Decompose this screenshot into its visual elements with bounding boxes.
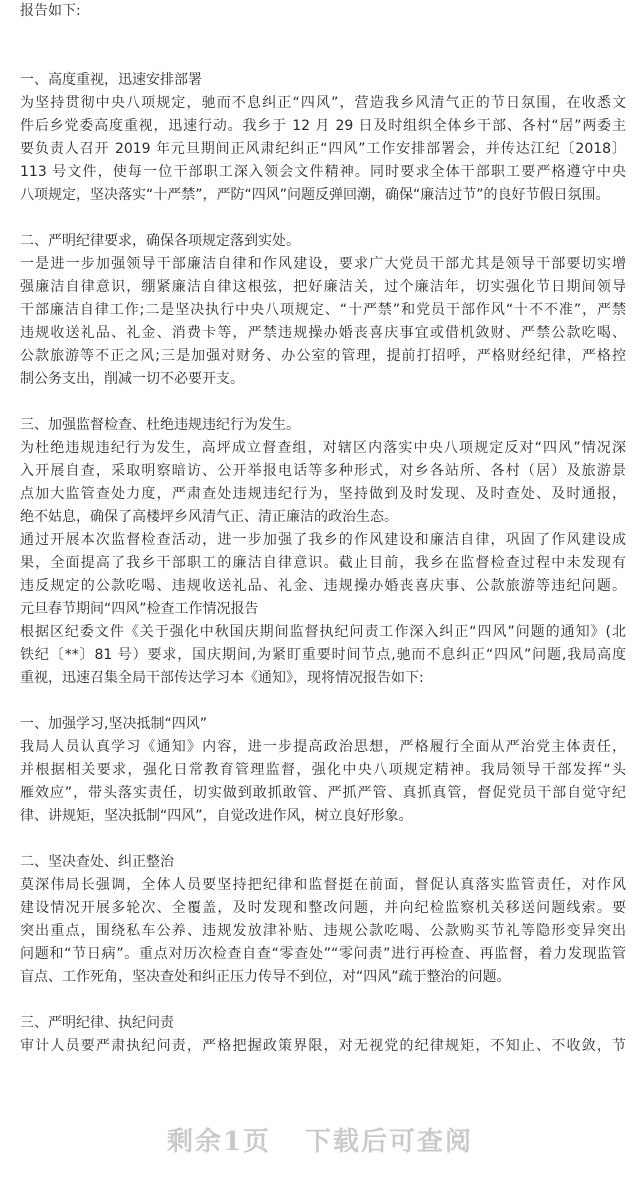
paragraph-line: 干部廉洁自律工作;二是坚决执行中央八项规定、“十严禁”和党员干部作风“十不不准”，严禁 bbox=[20, 302, 626, 318]
paragraph-line: 建设情况开展多轮次、全覆盖，及时发现和整改问题，并向纪检监察机关移送问题线索。要 bbox=[20, 900, 626, 916]
paragraph-line: 强廉洁自律意识，绷紧廉洁自律这根弦，把好廉洁关，过个廉洁年，切实强化节日期间领导 bbox=[20, 279, 626, 295]
paragraph-line: 为坚持贯彻中央八项规定，驰而不息纠正“四风”，营造我乡风清气正的节日氛围，在收悉文 bbox=[20, 95, 626, 111]
paragraph-line: 制公务支出，削减一切不必要开支。 bbox=[20, 371, 244, 387]
paragraph-line: 铁纪〔**〕81 号）要求，国庆期间,为紧盯重要时间节点,驰而不息纠正“四风”问题,我局高度 bbox=[20, 647, 626, 663]
spacer bbox=[20, 690, 626, 713]
paragraph-line: 问题和“节日病”。重点对历次检查自查“零查处”“零问责”进行再检查、再监督，着力发现监管 bbox=[20, 946, 626, 962]
spacer bbox=[20, 207, 626, 230]
paragraph-line: 通过开展本次监督检查活动，进一步加强了我乡的作风建设和廉洁自律，巩固了作风建设成 bbox=[20, 532, 626, 548]
spacer bbox=[20, 828, 626, 851]
paragraph-line: 突出重点，围绕私车公养、违规发放津补贴、违规公款吃喝、公款购买节礼等隐形变异突出 bbox=[20, 923, 626, 939]
paragraph-line: 重视，迅速召集全局干部传达学习本《通知》，现将情况报告如下: bbox=[20, 670, 424, 686]
paragraph-line: 违反规定的公款吃喝、违规收送礼品、礼金、违规操办婚丧喜庆事、公款旅游等违纪问题。 bbox=[20, 578, 626, 594]
section-heading: 二、坚决查处、纠正整治 bbox=[20, 854, 174, 870]
paragraph-line: 我局人员认真学习《通知》内容，进一步提高政治思想，严格履行全面从严治党主体责任， bbox=[20, 739, 626, 755]
remaining-pages-label: 剩余1页 bbox=[166, 1127, 272, 1157]
section-heading: 二、严明纪律要求，确保各项规定落到实处。 bbox=[20, 233, 300, 249]
paragraph-line: 一是进一步加强领导干部廉洁自律和作风建设，要求广大党员干部尤其是领导干部要切实增 bbox=[20, 256, 626, 272]
paragraph-line: 113 号文件，使每一位干部职工深入领会文件精神。同时要求全体干部职工要严格遵守中央 bbox=[20, 164, 626, 180]
download-to-view-label[interactable]: 下载后可查阅 bbox=[305, 1127, 474, 1157]
section-heading: 一、高度重视，迅速安排部署 bbox=[20, 72, 202, 88]
report-intro: 报告如下: bbox=[20, 3, 81, 19]
spacer bbox=[20, 23, 626, 69]
paragraph-line: 盲点、工作死角，坚决查处和纠正压力传导不到位，对“四风”疏于整治的问题。 bbox=[20, 969, 511, 985]
paragraph-line: 件后乡党委高度重视，迅速行动。我乡于 12 月 29 日及时组织全体乡干部、各村“居”两委主 bbox=[20, 118, 626, 134]
paragraph-line: 要负责人召开 2019 年元旦期间正风肃纪纠正“四风”工作安排部署会，并传达江纪〔2018〕 bbox=[20, 141, 626, 157]
paragraph-line: 果，全面提高了我乡干部职工的廉洁自律意识。截止目前，我乡在监督检查过程中未发现有 bbox=[20, 555, 626, 571]
paragraph-line: 根据区纪委文件《关于强化中秋国庆期间监督执纪问责工作深入纠正“四风”问题的通知》(北 bbox=[20, 624, 626, 640]
paragraph-line: 并根据相关要求，强化日常教育管理监督，强化中央八项规定精神。我局领导干部发挥“头 bbox=[20, 762, 626, 778]
paragraph-line: 律、讲规矩，坚决抵制“四风”，自觉改进作风，树立良好形象。 bbox=[20, 808, 413, 824]
paragraph-line: 雁效应”，带头落实责任，切实做到敢抓敢管、严抓严管、真抓真管，督促党员干部自觉守纪 bbox=[20, 785, 626, 801]
paragraph-line: 莫深伟局长强调，全体人员要坚持把纪律和监督挺在前面，督促认真落实监管责任，对作风 bbox=[20, 877, 626, 893]
section-heading: 一、加强学习,坚决抵制“四风” bbox=[20, 716, 207, 732]
paragraph-line: 八项规定，坚决落实“十严禁”，严防“四风”问题反弹回潮，确保“廉洁过节”的良好节假日氛围。 bbox=[20, 187, 610, 203]
paragraph-line: 审计人员要严肃执纪问责，严格把握政策界限，对无视党的纪律规矩，不知止、不收敛，节 bbox=[20, 1038, 626, 1054]
paragraph-line: 点加大监管查处力度，严肃查处违规违纪行为，坚持做到及时发现、及时查处、及时通报， bbox=[20, 486, 626, 502]
document-body bbox=[20, 0, 626, 1058]
paragraph-line: 公款旅游等不正之风;三是加强对财务、办公室的管理，提前打招呼，严格财经纪律，严格控 bbox=[20, 348, 626, 364]
paragraph-line: 为杜绝违规违纪行为发生，高坪成立督查组，对辖区内落实中央八项规定反对“四风”情况深 bbox=[20, 440, 626, 456]
spacer bbox=[20, 391, 626, 414]
report-title: 元旦春节期间“四风”检查工作情况报告 bbox=[20, 601, 259, 617]
spacer bbox=[20, 989, 626, 1012]
section-heading: 三、加强监督检查、杜绝违规违纪行为发生。 bbox=[20, 417, 300, 433]
paragraph-line: 绝不姑息，确保了高楼坪乡风清气正、清正廉洁的政治生态。 bbox=[20, 509, 398, 525]
section-heading: 三、严明纪律、执纪问责 bbox=[20, 1015, 174, 1031]
download-banner[interactable] bbox=[0, 1122, 640, 1162]
paragraph-line: 入开展自查，采取明察暗访、公开举报电话等多种形式，对乡各站所、各村（居）及旅游景 bbox=[20, 463, 626, 479]
paragraph-line: 违规收送礼品、礼金、消费卡等，严禁违规操办婚丧喜庆事宜或借机敛财、严禁公款吃喝、 bbox=[20, 325, 626, 341]
